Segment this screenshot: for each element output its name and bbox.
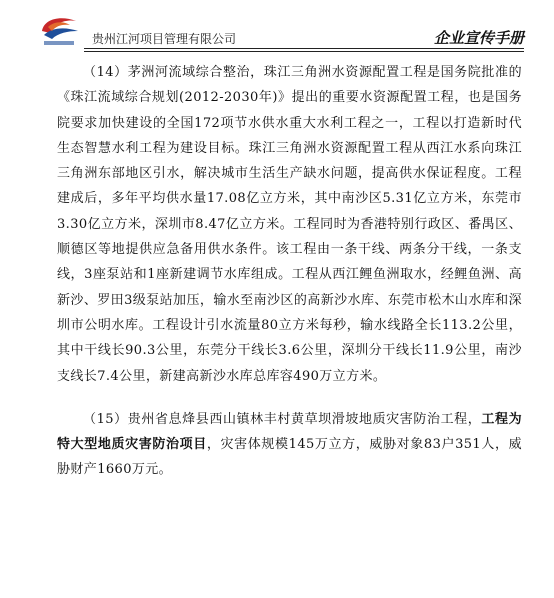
paragraph-15-bold: 工程为特大型地质灾害防治项目 [57, 411, 522, 453]
header-rule-thin [84, 51, 524, 52]
paragraph-14: （14）茅洲河流域综合整治，珠江三角洲水资源配置工程是国务院批准的《珠江流域综合规划(2012-2030年)》提出的重要水资源配置工程，也是国务院要求加快建设的全国172项节水供水重大水利工程之一，工程以打造新时代生态智慧水利工程为建设目标。珠江三角洲水资源配置工程从西江水系向珠江三角洲东部地区引水，解决城市生活生产缺水问题，提高供水保证程度。工程建成后，多年平均供水量17.08亿立方米，其中南沙区5.31亿立方米，东莞市3.30亿立方米，深圳市8.47亿立方米。工程同时为香港特别行政区、番禺区、顺德区等地提供应急备用供水条件。该工程由一条干线、两条分干线，一条支线，3座泵站和1座新建调节水库组成。工程从西江鲤鱼洲取水，经鲤鱼洲、高新沙、罗田3级泵站加压，输水至南沙区的高新沙水库、东莞市松木山水库和深圳市公明水库。工程设计引水流量80立方米每秒，输水线路全长113.2公里，其中干线长90.3公里，东莞分干线长3.6公里，深圳分干线长11.9公里，南沙支线长7.4公里，新建高新沙水库总库容490万立方米。 [57, 65, 522, 384]
document-body [57, 60, 522, 483]
company-logo-icon [34, 9, 84, 49]
header-rule [84, 48, 524, 49]
company-name: 贵州江河项目管理有限公司 [92, 32, 237, 46]
paragraph-15-prefix: （15）贵州省息烽县西山镇林丰村黄草坝滑坡地质灾害防治工程， [83, 411, 482, 427]
paragraph-15 [57, 407, 522, 483]
paragraph-15-suffix: ，灾害体规模145万立方，威胁对象83户351人，威胁财产1660万元。 [57, 437, 522, 478]
page-header [0, 0, 554, 52]
document-title: 企业宣传手册 [433, 29, 524, 47]
